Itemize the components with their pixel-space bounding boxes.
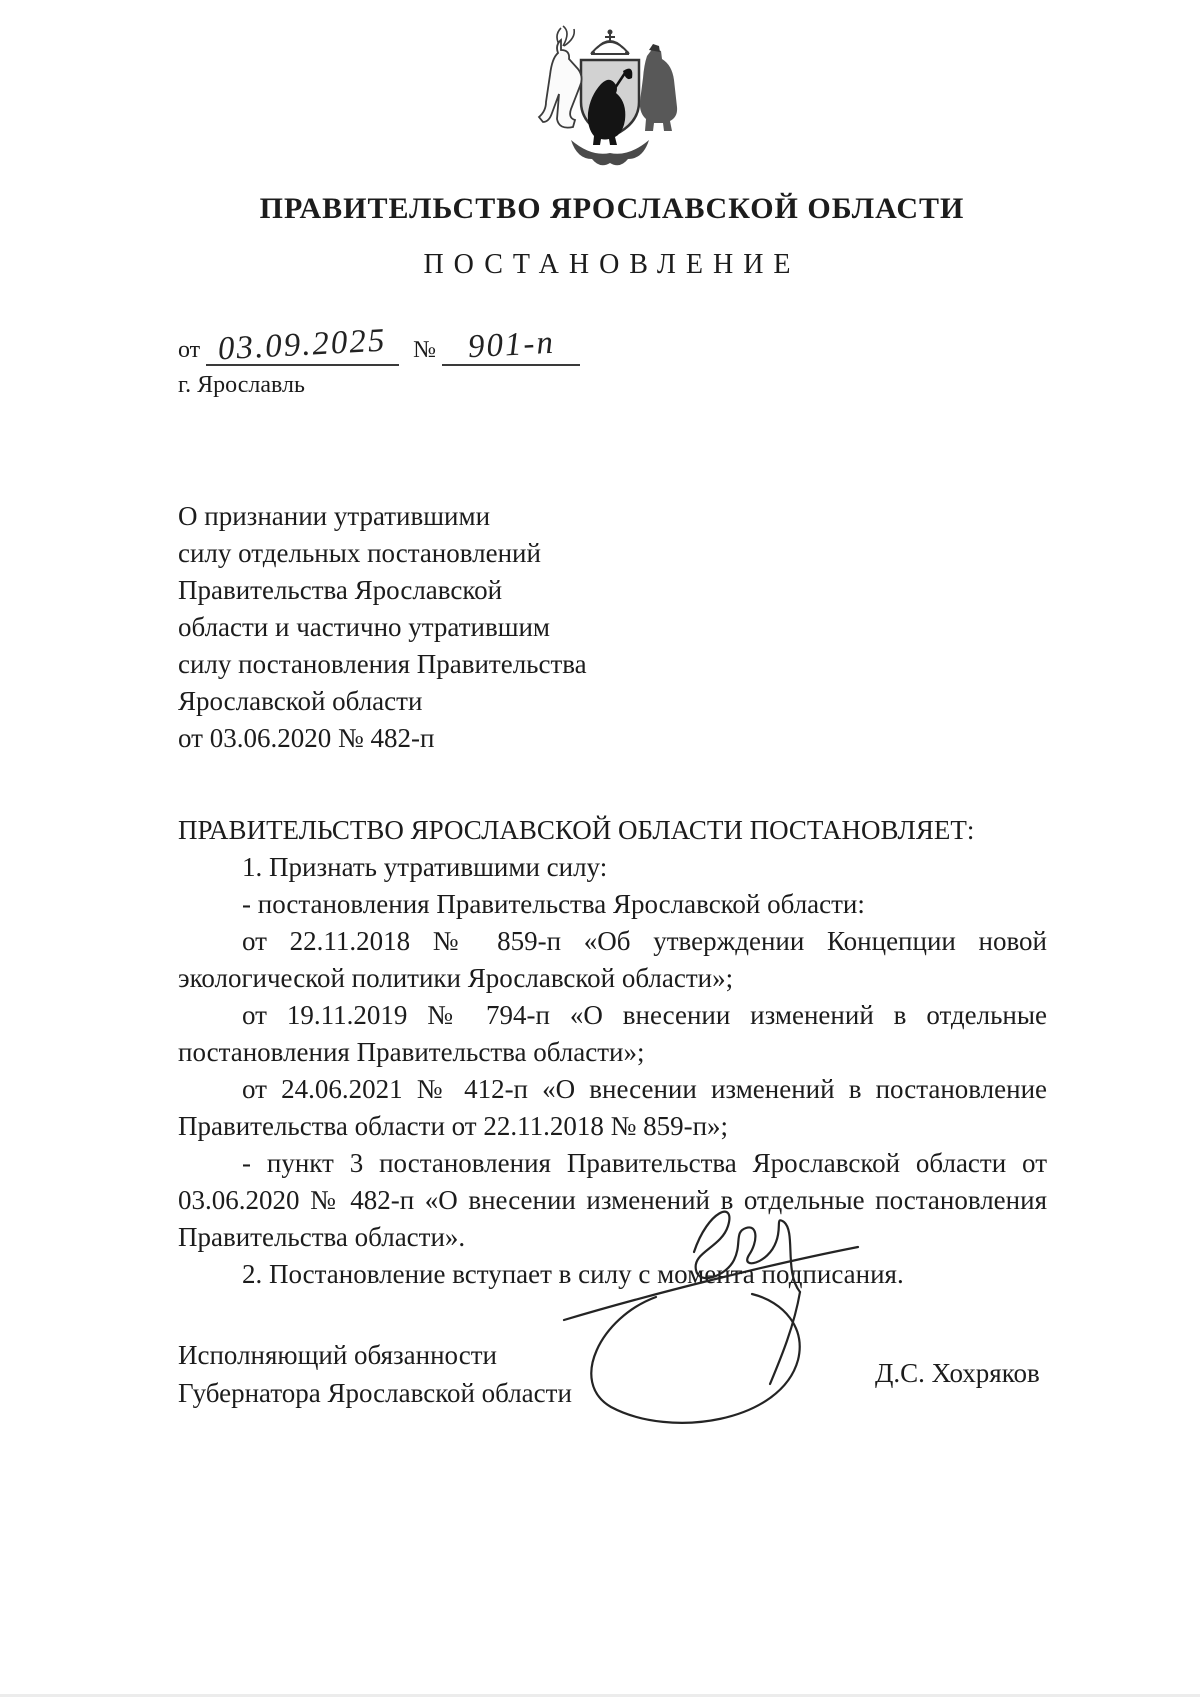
yaroslavl-coat-of-arms-icon [527, 24, 693, 180]
subject-line: Правительства Ярославской [178, 575, 503, 605]
signatory-name: Д.С. Хохряков [875, 1358, 1040, 1388]
date-blank-line [206, 322, 399, 368]
city-label: г. Ярославль [178, 372, 305, 398]
resolution-heading: ПРАВИТЕЛЬСТВО ЯРОСЛАВСКОЙ ОБЛАСТИ ПОСТАНОВЛЯЕТ: [178, 815, 975, 845]
body-paragraph: от 24.06.2021 № 412-п «О внесении изменений в постановление Правительства области от 22.11.2018 № 859-п»; [178, 1074, 1047, 1141]
number-blank-line [442, 324, 580, 366]
subject-line: силу постановления Правительства [178, 649, 587, 679]
organization-name: ПРАВИТЕЛЬСТВО ЯРОСЛАВСКОЙ ОБЛАСТИ [259, 192, 965, 225]
date-prefix-label: от [178, 337, 201, 363]
body-paragraph: 2. Постановление вступает в силу с момента подписания. [242, 1259, 904, 1289]
body-paragraph: от 19.11.2019 № 794-п «О внесении изменений в отдельные постановления Правительства области»; [178, 1000, 1047, 1067]
number-handwritten-value: 901-п [466, 324, 556, 366]
signatory-position-line: Губернатора Ярославской области [178, 1378, 572, 1408]
subject-line: Ярославской области [178, 686, 423, 716]
subject-line: О признании утратившими [178, 501, 491, 531]
subject-line: от 03.06.2020 № 482-п [178, 723, 435, 753]
body-paragraph: - постановления Правительства Ярославской области: [242, 889, 865, 919]
subject-line: силу отдельных постановлений [178, 538, 541, 568]
signature-autograph [556, 1192, 866, 1437]
body-paragraph: 1. Признать утратившими силу: [242, 852, 608, 882]
body-paragraph: от 22.11.2018 № 859-п «Об утверждении Концепции новой экологической политики Ярославской области»; [178, 926, 1047, 993]
document-type-title: ПОСТАНОВЛЕНИЕ [423, 249, 801, 280]
subject-line: области и частично утратившим [178, 612, 551, 642]
date-number-line [178, 322, 778, 368]
body-paragraph: - пункт 3 постановления Правительства Ярославской области от 03.06.2020 № 482-п «О внесении изменений в отдельные постановления Правительства области». [178, 1148, 1047, 1252]
subject-block [178, 498, 658, 757]
signatory-position [178, 1336, 572, 1412]
number-sign-label: № [413, 337, 437, 363]
signatory-position-line: Исполняющий обязанности [178, 1340, 497, 1370]
date-handwritten-value: 03.09.2025 [217, 322, 388, 368]
